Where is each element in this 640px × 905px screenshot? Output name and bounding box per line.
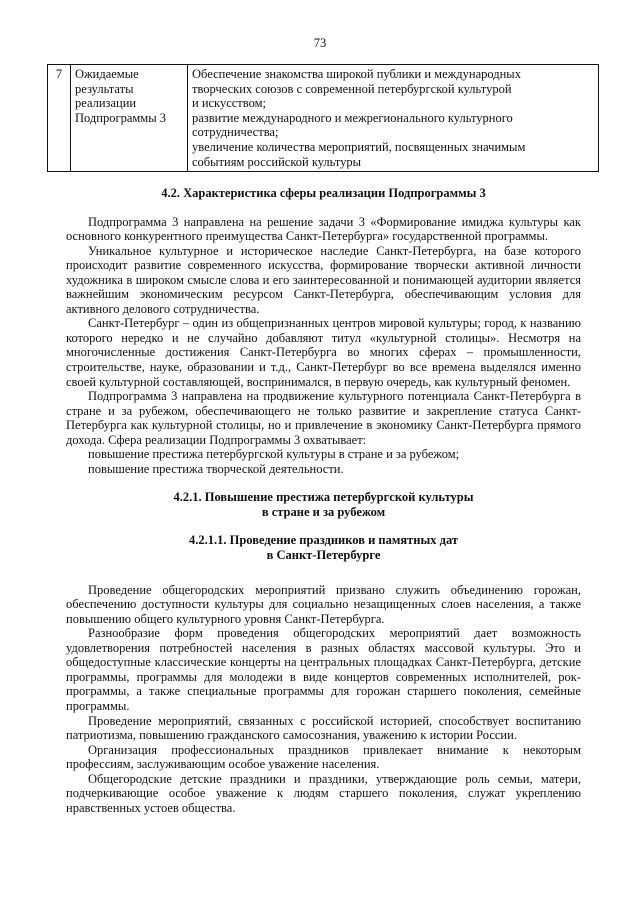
row-value	[188, 65, 599, 172]
page-number: 73	[313, 36, 327, 50]
table-row	[48, 65, 599, 172]
row-value-line: развитие международного и межрегионального культурного	[192, 110, 513, 125]
paragraph: Организация профессиональных праздников привлекает внимание к некоторым профессиям, заслуживающим особое уважение населения.	[66, 742, 581, 772]
row-value-line: событиям российской культуры	[192, 154, 362, 169]
paragraph: Подпрограмма 3 направлена на продвижение культурного потенциала Санкт-Петербурга в стране и за рубежом, обеспечивающего не только развитие и закрепление статуса Санкт-Петербурга как культурной столицы, но и привлечение в экономику Санкт-Петербурга прямого дохода. Сфера реализации Подпрограммы 3 охватывает:	[66, 389, 581, 447]
row-value-line: сотрудничества;	[192, 125, 279, 140]
row-value-line: увеличение количества мероприятий, посвященных значимым	[192, 139, 526, 154]
section-heading-4-2-1-1-line2: в Санкт-Петербурге	[266, 548, 381, 563]
row-label-line: Подпрограммы 3	[75, 110, 166, 125]
paragraph: Уникальное культурное и историческое наследие Санкт-Петербурга, на базе которого происходит развитие современного искусства, формирование творчески активной личности художника в широком смысле слова и его заинтересованной и понимающей аудитории является важнейшим экономическим ресурсом Санкт-Петербурга, обеспечивающим условия для активного делового сотрудничества.	[66, 243, 581, 316]
row-value-line: Обеспечение знакомства широкой публики и международных	[192, 67, 521, 81]
goals-table	[47, 64, 599, 172]
row-value-line: творческих союзов с современной петербургской культурой	[192, 81, 512, 96]
section-heading-4-2: 4.2. Характеристика сферы реализации Подпрограммы 3	[161, 186, 486, 200]
row-value-line: и искусством;	[192, 96, 266, 111]
paragraph: Подпрограмма 3 направлена на решение задачи 3 «Формирование имиджа культуры как основного конкурентного преимущества Санкт-Петербурга» государственной программы.	[66, 214, 581, 244]
row-label-line: Ожидаемые	[75, 67, 139, 81]
row-label	[71, 65, 188, 172]
paragraph: Проведение общегородских мероприятий призвано служить объединению горожан, обеспечению доступности культуры для социально незащищенных слоев населения, а также повышению общего культурного уровня Санкт-Петербурга.	[66, 582, 581, 626]
section-heading-4-2-1-1: 4.2.1.1. Проведение праздников и памятных дат	[188, 533, 459, 548]
section-heading-4-2-1-line2: в стране и за рубежом	[261, 504, 386, 519]
paragraph: Разнообразие форм проведения общегородских мероприятий дает возможность удовлетворения потребностей населения в разных областях массовой культуры. Это и общедоступные классические концерты на центральных площадках Санкт-Петербурга, детские программы, программы для молодежи в виде концертов современных исполнителей, рок-программы, а также специальные программы для горожан старшего поколения, семейные программы.	[66, 626, 581, 713]
paragraph: Проведение мероприятий, связанных с российской историей, способствует воспитанию патриотизма, повышению гражданского самосознания, уважению к истории России.	[66, 713, 581, 743]
list-item: повышение престижа творческой деятельности.	[88, 461, 344, 476]
document-body	[66, 186, 581, 815]
row-number: 7	[48, 65, 71, 172]
paragraph: Общегородские детские праздники и праздники, утверждающие роль семьи, матери, подчеркивающие особое уважение к людям старшего поколения, служат укреплению нравственных устоев общества.	[66, 771, 581, 815]
row-label-line: результаты	[75, 81, 134, 96]
section-heading-4-2-1: 4.2.1. Повышение престижа петербургской культуры	[173, 490, 474, 505]
paragraph: Санкт-Петербург – один из общепризнанных центров мировой культуры; город, к названию которого нередко и не случайно добавляют титул «культурной столицы». Несмотря на многочисленные достижения Санкт-Петербурга во многих сферах – промышленности, строительстве, науке, образовании и т.д., Санкт-Петербург во все времена выделялся именно своей культурной составляющей, воспринимался, в первую очередь, как культурный феномен.	[66, 316, 581, 389]
list-item: повышение престижа петербургской культуры в стране и за рубежом;	[88, 447, 460, 462]
row-label-line: реализации	[75, 96, 137, 111]
